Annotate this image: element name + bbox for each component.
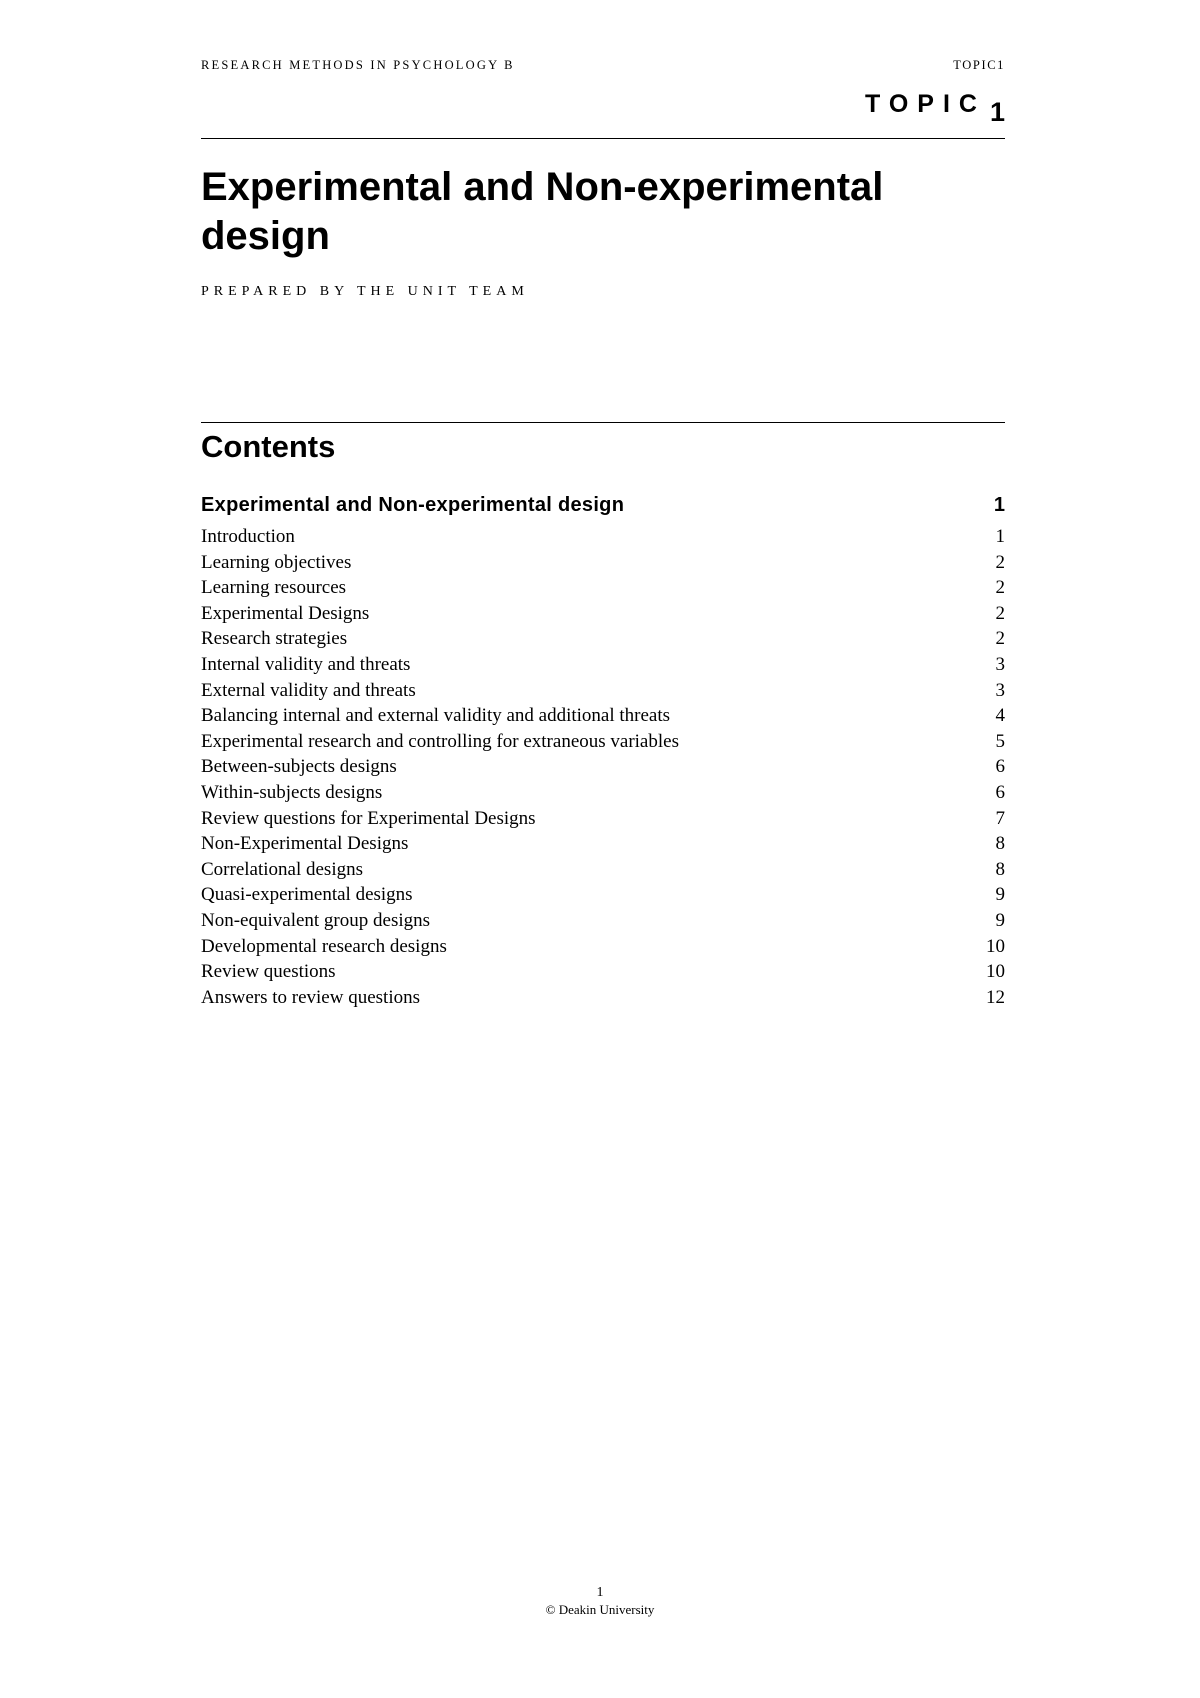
toc-entry-label: Within-subjects designs	[201, 781, 383, 803]
toc-entry-page: 2	[995, 551, 1005, 573]
toc-entry-page: 2	[995, 628, 1005, 650]
toc-entry-label: External validity and threats	[201, 679, 416, 701]
toc-entry-label: Introduction	[201, 526, 295, 547]
header-divider	[201, 138, 1005, 139]
toc-entry-label: Review questions for Experimental Designs	[201, 807, 536, 829]
contents-heading: Contents	[201, 429, 336, 464]
toc-entry[interactable]	[201, 678, 1005, 704]
toc-entry-label: Between-subjects designs	[201, 756, 397, 778]
toc-entry-page: 10	[986, 961, 1005, 983]
toc-entry[interactable]	[201, 882, 1005, 908]
prepared-by: PREPARED BY THE UNIT TEAM	[201, 284, 529, 299]
toc-entry-label: Balancing internal and external validity and additional threats	[201, 705, 671, 727]
toc-entry[interactable]	[201, 985, 1005, 1011]
topic-word: TOPIC	[865, 90, 986, 118]
topic-reference: TOPIC1	[953, 58, 1005, 72]
toc-entry[interactable]	[201, 831, 1005, 857]
toc-entry[interactable]	[201, 524, 1005, 550]
toc-entry-label: Learning objectives	[201, 551, 352, 573]
toc-entry-label: Answers to review questions	[201, 986, 420, 1008]
toc-entry[interactable]	[201, 780, 1005, 806]
footer-copyright: © Deakin University	[545, 1602, 655, 1617]
toc-entry[interactable]	[201, 703, 1005, 729]
toc-entry-label: Non-equivalent group designs	[201, 909, 431, 931]
topic-number: 1	[989, 97, 1005, 127]
toc-entry-page: 7	[995, 807, 1005, 829]
toc-entry-page: 1	[995, 526, 1005, 547]
toc-entry[interactable]	[201, 575, 1005, 601]
toc-entry-label: Learning resources	[201, 577, 347, 599]
toc-entry-label: Non-Experimental Designs	[201, 833, 409, 855]
toc-entry-page: 5	[995, 730, 1005, 752]
toc-entry[interactable]	[201, 934, 1005, 960]
toc-main-label: Experimental and Non-experimental design	[201, 494, 625, 516]
toc-entry-label: Internal validity and threats	[201, 653, 411, 675]
toc-list	[201, 524, 1005, 1010]
toc-entry-page: 9	[995, 909, 1005, 931]
toc-entry-label: Research strategies	[201, 628, 348, 650]
course-title: RESEARCH METHODS IN PSYCHOLOGY B	[201, 58, 515, 72]
toc-entry[interactable]	[201, 601, 1005, 627]
toc-entry-page: 10	[986, 935, 1005, 957]
toc-entry-page: 9	[995, 884, 1005, 906]
toc-entry-label: Quasi-experimental designs	[201, 884, 413, 906]
toc-entry-page: 6	[995, 756, 1005, 778]
toc-entry-page: 8	[995, 858, 1005, 880]
toc-entry-page: 12	[986, 986, 1005, 1008]
toc-entry[interactable]	[201, 959, 1005, 985]
toc-entry[interactable]	[201, 908, 1005, 934]
running-header	[201, 58, 1005, 78]
contents-divider	[201, 422, 1005, 423]
toc-entry[interactable]	[201, 857, 1005, 883]
toc-entry-page: 4	[995, 705, 1005, 727]
toc-entry-page: 3	[995, 653, 1005, 675]
topic-mark	[865, 88, 1005, 127]
toc-entry-page: 2	[995, 602, 1005, 624]
toc-entry-page: 8	[995, 833, 1005, 855]
toc-entry-page: 3	[995, 679, 1005, 701]
toc-entry[interactable]	[201, 729, 1005, 755]
toc-main-entry[interactable]	[201, 494, 1005, 520]
toc-entry[interactable]	[201, 754, 1005, 780]
toc-entry-label: Correlational designs	[201, 858, 363, 880]
toc-entry[interactable]	[201, 652, 1005, 678]
toc-entry-label: Experimental Designs	[201, 602, 370, 624]
footer-page-number: 1	[596, 1585, 604, 1600]
toc-entry-page: 6	[995, 781, 1005, 803]
toc-main-page: 1	[993, 494, 1005, 516]
toc-entry-label: Developmental research designs	[201, 935, 447, 957]
toc-entry-label: Review questions	[201, 961, 336, 983]
toc-entry-label: Experimental research and controlling for extraneous variables	[201, 730, 679, 752]
page-title: Experimental and Non-experimental design	[201, 165, 884, 258]
toc-entry[interactable]	[201, 806, 1005, 832]
toc-entry[interactable]	[201, 626, 1005, 652]
toc-entry-page: 2	[995, 577, 1005, 599]
toc-entry[interactable]	[201, 550, 1005, 576]
